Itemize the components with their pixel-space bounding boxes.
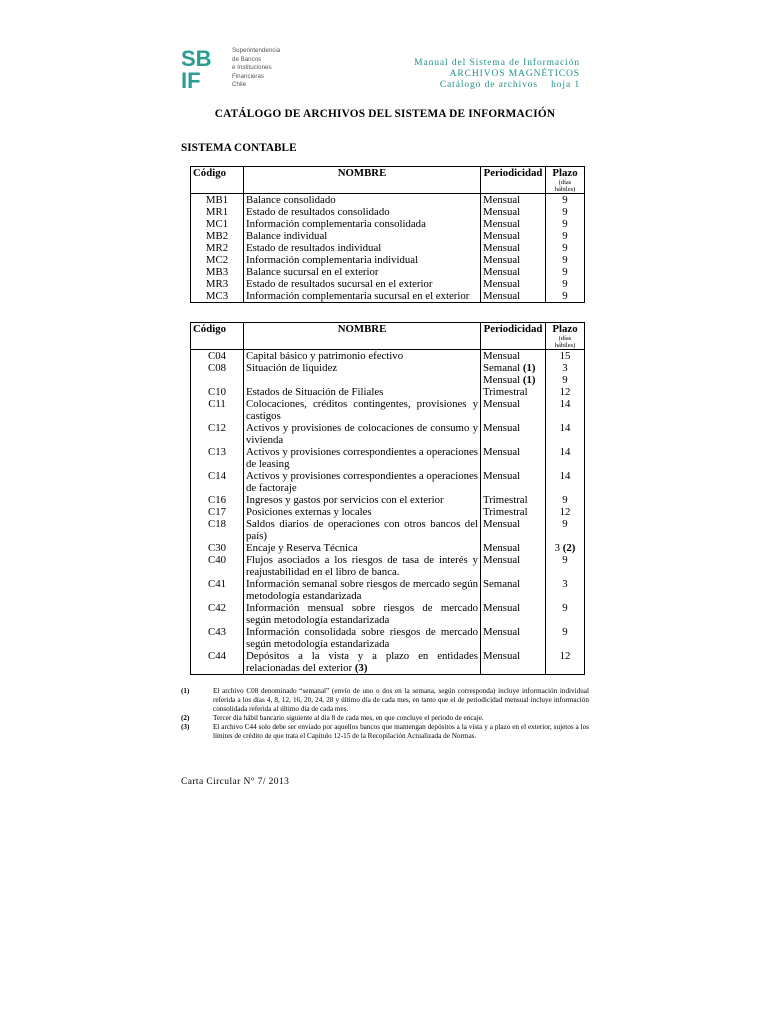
cell-plazo-text: 9	[562, 254, 568, 266]
cell-codigo: C17	[191, 506, 244, 518]
cell-periodicidad	[481, 230, 546, 242]
cell-periodicidad	[481, 206, 546, 218]
cell-periodicidad	[481, 386, 546, 398]
cell-plazo	[546, 470, 585, 494]
footnote-item	[181, 723, 589, 741]
cell-periodicidad-text: Mensual	[483, 602, 521, 614]
cell-plazo-text: 9	[562, 602, 568, 614]
footnote-key: (2)	[181, 713, 190, 722]
cell-plazo	[546, 290, 585, 303]
cell-plazo	[546, 626, 585, 650]
cell-plazo-text: 9	[562, 374, 568, 386]
cell-plazo	[546, 386, 585, 398]
logo-line: de Bancos	[232, 55, 262, 63]
cell-plazo	[546, 350, 585, 363]
cell-periodicidad	[481, 602, 546, 626]
logo-line: e Instituciones	[232, 64, 272, 72]
cell-periodicidad	[481, 350, 546, 363]
col-plazo-sub2: hábiles)	[554, 342, 576, 349]
cell-plazo-text: 9	[562, 230, 568, 242]
col-plazo	[546, 323, 585, 350]
cell-nombre	[244, 398, 481, 422]
page-title: CATÁLOGO DE ARCHIVOS DEL SISTEMA DE INFORMACIÓN	[214, 108, 556, 120]
cell-codigo: C40	[191, 554, 244, 578]
table-row	[191, 506, 585, 518]
cell-plazo-text: 15	[559, 350, 571, 362]
cell-nombre-text: Flujos asociados a los riesgos de tasa de interés y reajustabilidad en el libro de banca.	[246, 554, 478, 578]
cell-plazo	[546, 446, 585, 470]
table-row	[191, 650, 585, 675]
cell-plazo-text: 3	[562, 578, 568, 590]
cell-periodicidad	[481, 578, 546, 602]
cell-plazo-text: 9	[562, 626, 568, 638]
col-plazo-label: Plazo	[552, 167, 578, 179]
cell-plazo	[546, 242, 585, 254]
cell-plazo-text: 14	[559, 470, 571, 482]
cell-plazo-text: 9	[562, 554, 568, 566]
footnote-key: (3)	[181, 722, 190, 731]
cell-periodicidad-text: Mensual	[483, 218, 521, 230]
cell-nombre	[244, 578, 481, 602]
footer-carta-circular: Carta Circular N° 7/ 2013	[181, 777, 290, 787]
footnote-mark: (1)	[522, 362, 536, 374]
cell-plazo-text: 9	[562, 242, 568, 254]
cell-periodicidad	[481, 278, 546, 290]
col-periodicidad: Periodicidad	[481, 167, 546, 194]
cell-periodicidad-text: Mensual	[483, 206, 521, 218]
cell-plazo-text: 3	[562, 362, 568, 374]
table-row	[191, 218, 585, 230]
cell-periodicidad-text: Mensual	[483, 554, 521, 566]
cell-periodicidad-text: Mensual	[483, 626, 521, 638]
cell-nombre	[244, 350, 481, 363]
cell-periodicidad-text: Mensual	[483, 470, 521, 482]
cell-nombre	[244, 542, 481, 554]
col-codigo: Código	[191, 323, 244, 350]
cell-plazo-text: 14	[559, 422, 571, 434]
svg-text:IF: IF	[181, 68, 201, 89]
cell-nombre-text: Información complementaria individual	[246, 254, 419, 266]
cell-plazo	[546, 494, 585, 506]
cell-plazo	[546, 542, 585, 554]
cell-plazo	[546, 266, 585, 278]
col-nombre: NOMBRE	[244, 323, 481, 350]
cell-periodicidad	[481, 362, 546, 374]
cell-nombre	[244, 494, 481, 506]
cell-plazo	[546, 278, 585, 290]
cell-plazo	[546, 602, 585, 626]
cell-codigo: MC3	[191, 290, 244, 303]
footnote-key: (1)	[181, 687, 190, 695]
cell-plazo-text: 9	[562, 518, 568, 530]
cell-plazo-text: 9	[562, 218, 568, 230]
cell-plazo-text: 14	[559, 398, 571, 410]
footnote-item	[181, 687, 589, 714]
table1-body	[191, 194, 585, 303]
cell-periodicidad	[481, 494, 546, 506]
cell-codigo: C18	[191, 518, 244, 542]
table-row	[191, 422, 585, 446]
cell-codigo: C10	[191, 386, 244, 398]
cell-nombre-text: Balance consolidado	[246, 194, 336, 206]
cell-plazo-text: 9	[562, 290, 568, 302]
cell-plazo-text: 14	[559, 446, 571, 458]
cell-plazo	[546, 218, 585, 230]
cell-codigo	[191, 374, 244, 386]
cell-periodicidad	[481, 626, 546, 650]
cell-plazo	[546, 362, 585, 374]
cell-plazo	[546, 506, 585, 518]
cell-periodicidad-text: Mensual	[483, 446, 521, 458]
cell-codigo: MB1	[191, 194, 244, 207]
cell-periodicidad	[481, 374, 546, 386]
cell-codigo: C43	[191, 626, 244, 650]
cell-nombre	[244, 470, 481, 494]
table-row	[191, 554, 585, 578]
cell-nombre	[244, 518, 481, 542]
cell-codigo: MB2	[191, 230, 244, 242]
cell-codigo: C11	[191, 398, 244, 422]
cell-codigo: MR2	[191, 242, 244, 254]
cell-nombre-text: Posiciones externas y locales	[246, 506, 372, 518]
cell-periodicidad	[481, 266, 546, 278]
footnote-mark: (2)	[562, 542, 576, 554]
cell-periodicidad	[481, 422, 546, 446]
table-row	[191, 230, 585, 242]
table-row	[191, 254, 585, 266]
cell-codigo: C13	[191, 446, 244, 470]
footnote-text: El archivo C08 denominado “semanal” (envío de uno o dos en la semana, según corresponda) incluye información individual referida a los días 4, 8, 12, 16, 20, 24, 28 y último día de cada mes, en tanto que el de periodicidad mensual incluye información consolidada referida al último día de cada mes.	[213, 687, 589, 713]
cell-plazo	[546, 230, 585, 242]
cell-nombre-text: Estado de resultados consolidado	[246, 206, 390, 218]
cell-nombre-text: Encaje y Reserva Técnica	[246, 542, 358, 554]
footnote-mark: (3)	[354, 662, 368, 674]
footnote-mark: (1)	[522, 374, 536, 386]
cell-codigo: C16	[191, 494, 244, 506]
cell-codigo: C14	[191, 470, 244, 494]
cell-nombre-text: Saldos diarios de operaciones con otros bancos del país)	[246, 518, 478, 542]
table-row	[191, 626, 585, 650]
col-codigo: Código	[191, 167, 244, 194]
table-row	[191, 518, 585, 542]
cell-nombre-text: Balance sucursal en el exterior	[246, 266, 379, 278]
cell-codigo: C04	[191, 350, 244, 363]
cell-plazo-text: 9	[562, 206, 568, 218]
table-row	[191, 602, 585, 626]
cell-periodicidad	[481, 290, 546, 303]
footnote-item	[181, 714, 589, 723]
cell-nombre	[244, 242, 481, 254]
cell-periodicidad	[481, 194, 546, 207]
cell-nombre-text: Información complementaria consolidada	[246, 218, 426, 230]
page-header	[414, 58, 580, 91]
cell-nombre	[244, 254, 481, 266]
cell-plazo	[546, 398, 585, 422]
cell-codigo: C08	[191, 362, 244, 374]
cell-plazo-text: 3	[554, 542, 561, 554]
cell-periodicidad-text: Mensual	[483, 422, 521, 434]
cell-nombre	[244, 506, 481, 518]
col-periodicidad: Periodicidad	[481, 323, 546, 350]
footnote-text: Tercer día hábil bancario siguiente al día 8 de cada mes, en que concluye el periodo de encaje.	[213, 713, 484, 722]
cell-nombre-text: Activos y provisiones correspondientes a operaciones de leasing	[246, 446, 478, 470]
cell-nombre	[244, 266, 481, 278]
cell-periodicidad-text: Mensual	[483, 542, 521, 554]
cell-nombre-text: Capital básico y patrimonio efectivo	[246, 350, 404, 362]
cell-periodicidad-text: Trimestral	[483, 494, 528, 506]
cell-nombre	[244, 230, 481, 242]
table-row	[191, 266, 585, 278]
cell-nombre	[244, 290, 481, 303]
table-row	[191, 470, 585, 494]
cell-periodicidad-text: Mensual	[483, 398, 521, 410]
cell-periodicidad	[481, 650, 546, 675]
cell-periodicidad	[481, 218, 546, 230]
cell-plazo	[546, 206, 585, 218]
cell-nombre	[244, 650, 481, 675]
col-plazo	[546, 167, 585, 194]
cell-plazo	[546, 254, 585, 266]
table-row	[191, 290, 585, 303]
cell-nombre	[244, 386, 481, 398]
cell-nombre-text: Estados de Situación de Filiales	[246, 386, 384, 398]
table-row	[191, 446, 585, 470]
col-plazo-sub2: hábiles)	[554, 186, 576, 193]
cell-nombre	[244, 626, 481, 650]
table-row	[191, 374, 585, 386]
cell-periodicidad-text: Mensual	[483, 518, 521, 530]
header-catalogo: Catálogo de archivos hoja 1	[439, 80, 580, 90]
col-plazo-label: Plazo	[552, 323, 578, 335]
cell-nombre-text: Situación de liquidez	[246, 362, 338, 374]
cell-periodicidad-text: Trimestral	[483, 506, 528, 518]
svg-text:SB: SB	[181, 47, 212, 71]
table-header-row	[191, 323, 585, 350]
cell-periodicidad	[481, 446, 546, 470]
cell-nombre	[244, 194, 481, 207]
cell-nombre-text: Estado de resultados sucursal en el exterior	[246, 278, 433, 290]
cell-nombre-text: Activos y provisiones correspondientes a operaciones de factoraje	[246, 470, 478, 494]
cell-nombre-text: Activos y provisiones de colocaciones de consumo y vivienda	[246, 422, 478, 446]
cell-codigo: MC2	[191, 254, 244, 266]
table-row	[191, 398, 585, 422]
table-row	[191, 542, 585, 554]
cell-periodicidad-text: Mensual	[483, 350, 521, 362]
cell-plazo	[546, 194, 585, 207]
col-plazo-sub1: (días	[558, 179, 572, 186]
cell-periodicidad	[481, 398, 546, 422]
cell-plazo-text: 12	[559, 386, 571, 398]
table-row	[191, 242, 585, 254]
cell-nombre	[244, 554, 481, 578]
cell-periodicidad-text: Mensual	[483, 230, 521, 242]
cell-nombre	[244, 422, 481, 446]
cell-periodicidad	[481, 542, 546, 554]
cell-codigo: C44	[191, 650, 244, 675]
cell-nombre-text: Información complementaria sucursal en el exterior	[246, 290, 470, 302]
cell-periodicidad-text: Trimestral	[483, 386, 528, 398]
cell-codigo: C41	[191, 578, 244, 602]
cell-nombre	[244, 206, 481, 218]
cell-periodicidad-text: Semanal	[483, 362, 521, 374]
cell-periodicidad	[481, 254, 546, 266]
table-sistema-contable-1	[190, 166, 585, 303]
cell-plazo-text: 9	[562, 494, 568, 506]
cell-plazo	[546, 554, 585, 578]
table-row	[191, 278, 585, 290]
section-title: SISTEMA CONTABLE	[181, 142, 297, 154]
table-row	[191, 578, 585, 602]
cell-plazo	[546, 578, 585, 602]
cell-nombre-text: Colocaciones, créditos contingentes, provisiones y castigos	[246, 398, 478, 422]
table-header-row	[191, 167, 585, 194]
footnote-text: El archivo C44 solo debe ser enviado por aquellos bancos que mantengan depósitos a la vista y a plazo en el exterior, sujetos a los límites de crédito de que trata el Capítulo 12-15 de la Recopilación Actualizada de Normas.	[213, 722, 589, 740]
col-nombre: NOMBRE	[244, 167, 481, 194]
sbif-logo-mark	[181, 47, 227, 89]
cell-plazo	[546, 422, 585, 446]
cell-plazo-text: 12	[559, 650, 571, 662]
cell-plazo	[546, 518, 585, 542]
cell-periodicidad-text: Mensual	[483, 278, 521, 290]
footnotes	[181, 687, 589, 740]
cell-codigo: C12	[191, 422, 244, 446]
cell-plazo-text: 9	[562, 278, 568, 290]
cell-plazo	[546, 374, 585, 386]
cell-nombre-text: Información mensual sobre riesgos de mercado según metodología estandarizada	[246, 602, 478, 626]
cell-plazo	[546, 650, 585, 675]
cell-codigo: MR1	[191, 206, 244, 218]
cell-periodicidad-text: Mensual	[483, 254, 521, 266]
cell-periodicidad-text: Mensual	[483, 242, 521, 254]
cell-nombre-text: Ingresos y gastos por servicios con el exterior	[246, 494, 444, 506]
cell-nombre	[244, 602, 481, 626]
cell-plazo-text: 12	[559, 506, 571, 518]
cell-nombre-text: Información consolidada sobre riesgos de mercado según metodología estandarizada	[246, 626, 478, 650]
table-row	[191, 362, 585, 374]
header-manual: Manual del Sistema de Información	[414, 58, 580, 68]
cell-codigo: MC1	[191, 218, 244, 230]
table-sistema-contable-2	[190, 322, 585, 675]
cell-nombre-text: Estado de resultados individual	[246, 242, 382, 254]
table-row	[191, 206, 585, 218]
cell-nombre-text: Información semanal sobre riesgos de mercado según metodología estandarizada	[246, 578, 478, 602]
cell-nombre	[244, 446, 481, 470]
cell-periodicidad	[481, 554, 546, 578]
cell-periodicidad-text: Semanal	[483, 578, 521, 590]
cell-periodicidad-text: Mensual	[483, 650, 521, 662]
table-row	[191, 494, 585, 506]
cell-periodicidad	[481, 518, 546, 542]
sbif-logo	[181, 47, 301, 91]
logo-line: Financieras	[232, 72, 264, 80]
cell-codigo: MB3	[191, 266, 244, 278]
cell-codigo: C30	[191, 542, 244, 554]
logo-line: Chile	[232, 81, 247, 89]
cell-codigo: MR3	[191, 278, 244, 290]
cell-nombre-text: Depósitos a la vista y a plazo en entidades relacionadas del exterior	[246, 650, 478, 674]
cell-nombre	[244, 218, 481, 230]
cell-codigo: C42	[191, 602, 244, 626]
col-plazo-sub1: (días	[558, 335, 572, 342]
cell-periodicidad-text: Mensual	[483, 290, 521, 302]
header-archivos: ARCHIVOS MAGNÉTICOS	[449, 69, 580, 79]
cell-periodicidad	[481, 242, 546, 254]
cell-plazo-text: 9	[562, 194, 568, 206]
table2-body	[191, 350, 585, 675]
cell-periodicidad	[481, 470, 546, 494]
logo-text	[232, 47, 280, 90]
table-row	[191, 194, 585, 207]
table-row	[191, 386, 585, 398]
cell-nombre-text: Balance individual	[246, 230, 328, 242]
cell-nombre	[244, 362, 481, 374]
table-row	[191, 350, 585, 363]
logo-line: Superintendencia	[232, 47, 281, 54]
cell-periodicidad-text: Mensual	[483, 266, 521, 278]
cell-plazo-text: 9	[562, 266, 568, 278]
cell-periodicidad	[481, 506, 546, 518]
cell-nombre	[244, 278, 481, 290]
cell-periodicidad-text: Mensual	[483, 194, 521, 206]
cell-nombre	[244, 374, 481, 386]
cell-periodicidad-text: Mensual	[483, 374, 521, 386]
